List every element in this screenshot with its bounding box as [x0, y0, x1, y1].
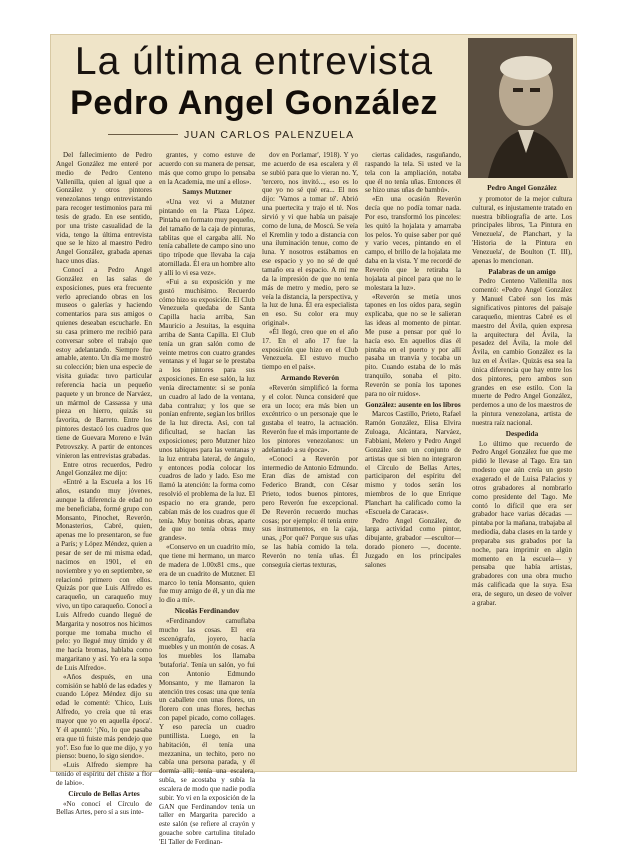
paragraph: Pedro Angel González, de larga actividad como pintor, dibujante, grabador —escultor— dorado pionero —, docente. Juzgado en los principales salones [365, 516, 461, 569]
paragraph: «Ferdinandov camuflaba mucho las cosas. El era escenógrafo, joyero, hacía muebles y un montón de cosas. A los muebles los llamaba 'butaforia'. Tenía un salón, yo fui con Antonio Edmundo Monsanto, y me llamaron la atención tres cosas: una que tenía un caballete con unas flores, un florero con unas flores, hechas con papel picado, como collages. Y eso parecía un cuadro puntillista. Luego, en la habitación, él tenía una mezzanina, un techito, pero no cabía una persona parada, y él dormía allí; tenía una escalera, subía, se acostaba y subía la escalera de modo que nadie podía subir. Yo vi en la exposición de la GAN que Ferdinandov tenía un taller en Margarita parecido a este salón (se refiere al crayón y gouache sobre cartulina titulado 'El Taller de Ferdinan- [159, 616, 255, 846]
article-column-4 [365, 151, 461, 570]
paragraph: «No conocí el Círculo de Bellas Artes, pero sí a sus inte- [56, 799, 152, 817]
paragraph: «Conservo en un cuadrito mío, que tiene mi hermano, un marco de madera de 1.00x81 cms., que era de un cuadrito de Mutzner. El marco lo tenía Monsanto, quien fue muy amigo de él, y un día me lo dio a mí». [159, 543, 255, 605]
paragraph: Conocí a Pedro Angel González en las salas de exposiciones, pues era frecuente verlo apreciando obras en los museos o galerías y haciendo comentarios para sus amigos o quienes deseaban escucharle. En su casa primero me recibió para conversar sobre el trabajo que estoy adelantando. Siempre fue amable, atento. Un día me mostró su colección; bien una especie de visita guiada: tuvo particular referencia hacia un pequeño paquete y un bronce de Narváez, un mármol de Cassassa y una pieza en hierro, quizás su favorita, de Barreto. Entre los pintores destacó los cuadros que tiene de Guevara Moreno e Iván Petrovszky. A partir de entonces vinieron las entrevistas grabadas. [56, 265, 152, 460]
paragraph: ciertas calidades, rasguñando, raspando la tela. Si usted ve la tela con la ampliación, notaba que él no tenía uñas. Entonces él se hizo unas uñas de bambú». [365, 151, 461, 195]
byline: JUAN CARLOS PALENZUELA [184, 129, 355, 141]
paragraph: «Entré a la Escuela a los 16 años, estando muy jóvenes, aunque la diferencia de edad no me beneficiaba, formé grupo con Monsanto, Pinochet, Reverón, Monasterios, Cabré, quien, apenas me lo presentaron, se fue a París; y López Méndez, quien a pesar de ser de mi misma edad, nacimos en 1901, el en noviembre y yo en septiembre, se relacionó primero con ellos. Quizás por que Luis Alfredo es caraqueño, un caraqueño muy vivo, un tipo caraqueño. Conocí a Luis Alfredo cuando llegué de Margarita y nosotros nos hicimos porque me tomaba mucho el pelo: yo llegué muy tímido y él me hacía bromas, hablaba como margaritano y así. Yo era la sopa de Luis Alfredo». [56, 478, 152, 672]
paragraph: «Fui a su exposición y me gustó muchísimo. Recuerdo cómo hizo su exposición. El Club Venezuela quedaba de Santa Capilla hacia arriba, San Mauricio a Jesuitas, la esquina arriba de Santa Capilla. El Club tenía un gran salón como de veinte metros con cuatro grandes ventanas y el lugar se le prestaba a los pintores para sus exposiciones. En ese salón, la luz venía directamente: si se ponía un cuadro al lado de la ventana, daba contraluz; y los que se ponían enfrente, segían los brillos de la luz directa. Así, con tal dificultad, se hacían las exposiciones; pero Mutzner hizo unos tabiques para las ventanas y la luz entraba lateral, de ángulo, y entonces podía colocar los cuadros de lado y lado. Eso me llamó la atención: la forma como resolvió el problema de la luz. El espacio no era grande, pero cabían más de los cuadros que él tenía. Muy bonitas obras, aparte de que no tenía obras muy grandes». [159, 277, 255, 543]
section-subheading: Círculo de Bellas Artes [68, 788, 140, 798]
paragraph: Del fallecimiento de Pedro Angel González me enteré por medio de Pedro Centeno Vallenilla, quien al igual que a González y otros pintores venezolanos tengo entrevistando para recoger testimonios para mi tesis de grado. En ese sentido, por una triste casualidad de la vida, tengo la última entrevista que se le hizo al maestro Pedro Angel González, grabada apenas hace unos días. [56, 151, 152, 266]
byline-rule-left [108, 134, 178, 135]
paragraph: Lo último que recuerdo de Pedro Angel González fue que me pidió le llevase al Tago. Era tan modesto que aún creía un gesto exagerado el de Luisa Palacios y otros grabadores al nombrarlo como presidente del Tago. Me contó lo difícil que era ser grabador hace varias décadas —pintaba por la mañana, trabajaba al mediodía, daba clases en la tarde y preparaba sus grabados por la noche, para imprimir en algún momento en la escuela— y pensaba que había artistas, grabadores con una obra mucho más calificada que la suya. Esa era, de seguro, un deseo de volver a grabar. [472, 439, 572, 607]
portrait-image [468, 38, 573, 178]
paragraph: «Luis Alfredo siempre ha tenido el espíritu del chiste a flor de labio». [56, 761, 152, 787]
headline-line-1: La última entrevista [74, 40, 434, 83]
paragraph: «Reverón simplificó la forma y el color. Nunca consideré que era un loco; era más bien un excéntrico o un personaje que le gustaba el teatro, la actuación. Reverón fue el más importante de los pintores venezolanos: un adelantado a su época». [262, 383, 358, 454]
paragraph: «Reverón se metía unos tapones en los oídos para, según explicaba, que no se le salieran las ideas al momento de pintar. Me puse a pensar por qué lo hacía eso. En aquellos días él pintaba en el puerto y por allí pasaba un tranvía y tocaba un pito. Cuando estaba de lo más tranquilo, sonaba el pito. Reverón se ponía los tapones para no oír ruidos». [365, 292, 461, 398]
newspaper-clipping [50, 34, 577, 846]
section-subheading: Samys Mutzner [182, 187, 232, 197]
paragraph: dov en Porlamar', 1918). Y yo me acuerdo de esa escalera y él se subió para que lo vieran no. Y, 'tercero, nos invitó..., eso es lo que yo no sé qué era... El nos dijo: 'Vamos a tomar té'. Abrió una puertecita y trajo el té. Nos sirvió y vi que había un paisaje como de luna, de Moscú. Se veía el Kremlin y todo a distancia con una iluminación tenue, como de luna. Y nosotros estábamos en ese espacio y yo no sé de qué tamaño era el espacio. A mí me da la impresión de que no tenía más de metro y medio, pero se veía la distancia, la perspectiva, y la luz de luna. Él era especialista en eso. Su color era muy original». [262, 151, 358, 328]
paragraph: «Conocí a Reverón por intermedio de Antonio Edmundo. Eran días de amistad con Federico Brandt, con César Prieto, todos buenos pintores, pero Reverón fue excepcional. De Reverón recuerdo muchas cosas; por ejemplo: él tenía entre sus instrumentos, en la caja, unas, ¿Por qué? Porque sus uñas se las había comido la tela. Reverón no tenía uñas. Él conseguía ciertas texturas, [262, 454, 358, 569]
paragraph: Pedro Centeno Vallenilla nos comentó: «Pedro Angel González y Manuel Cabré son los más significativos pintores del paisaje caraqueño, mientras Cabré es el maestro del Ávila, quien expresa la arquitectura del Ávila, la pesadez del Ávila, la mole del Ávila, en cambio González es la luz en el Ávila». Quizás esa sea la única diferencia que hay entre los dos pintores, pero ambos son grandes en ese estilo. Con la muerte de Pedro Angel González, perdemos a uno de los maestros de la pintura venezolana, artista de nuestra raíz nacional. [472, 277, 572, 427]
section-subheading: Palabras de un amigo [488, 266, 556, 276]
section-subheading: González: ausente en los libros [365, 399, 461, 409]
section-subheading: Nicolás Ferdinandov [174, 606, 240, 616]
section-subheading: Armando Reverón [280, 373, 340, 383]
paragraph: Entre otros recuerdos, Pedro Angel González me dijo: [56, 460, 152, 478]
paragraph: Marcos Castillo, Prieto, Rafael Ramón González, Elisa Elvira Zuloaga, Alcántara, Narváez, Fabbiani, Melero y Pedro Angel González son un conjunto de artistas que si bien no integraron el Círculo de Bellas Artes, participaron del espíritu del mismo y todos serán los miembros de lo que Enrique Planchart ha calificado como la «Escuela de Caracas». [365, 410, 461, 516]
article-column-3 [262, 151, 358, 570]
section-subheading: Despedida [505, 428, 539, 438]
paragraph: «Una vez vi a Mutzner pintando en la Plaza López. Pintaba en formato muy pequeño, del tamaño de la caja de pinturas, tablitas que el cargaba allí. No tenía caballete de campo sino uno tipo trípode que llevaba la caja atornillada. Él era un hombre alto y allí lo vi esa vez». [159, 198, 255, 277]
headline-line-2: Pedro Angel González [70, 84, 438, 122]
article-column-5 [472, 184, 572, 608]
article-body [56, 151, 468, 846]
photo-caption: Pedro Angel González [487, 183, 557, 192]
article-column-2 [159, 151, 255, 847]
paragraph: «Años después, en una comisión se habló de las edades y cuando López Méndez dijo su edad le comenté: 'Chico, Luis Alfredo, yo creía que tú eras mayor que yo en aquella época'. Y él apuntó: '¡No, lo que pasaba era que tú fuiste más pendejo que yo!'. Eso fue lo que me dijo, y yo pienso: bueno, lo sigo siendo». [56, 672, 152, 761]
portrait-photo [468, 38, 573, 178]
paragraph: y promotor de la mejor cultura cultural, es injustamente tratado en nuestra bibliografía de arte. Los principales libros, 'La Pintura en Venezuela', de Planchart, y la 'Historia de la Pintura en Venezuela', de Boulton (T. III), apenas lo mencionan. [472, 194, 572, 265]
paragraph: «Él llegó, creo que en el año 17. En el año 17 fue la exposición que hizo en el Club Venezuela. El estuvo mucho tiempo en el país». [262, 327, 358, 372]
article-column-1 [56, 151, 152, 817]
paragraph: grantes, y como estuve de acuerdo con su manera de pensar, más que como grupo lo pensaba en la Academia, me uní a ellos». [159, 151, 255, 186]
paragraph: «En una ocasión Reverón decía que no podía tomar nada. Por eso, transformó los pinceles: les quitó la hojalata y amarraba los pelos. Yo quise saber por qué y vario veces, pintando en el campo, el brillo de la hojalata me daba en la vista. Y me recordé de Reverón que le retiraba la hojalata al pincel para que no le molestara la luz». [365, 195, 461, 292]
